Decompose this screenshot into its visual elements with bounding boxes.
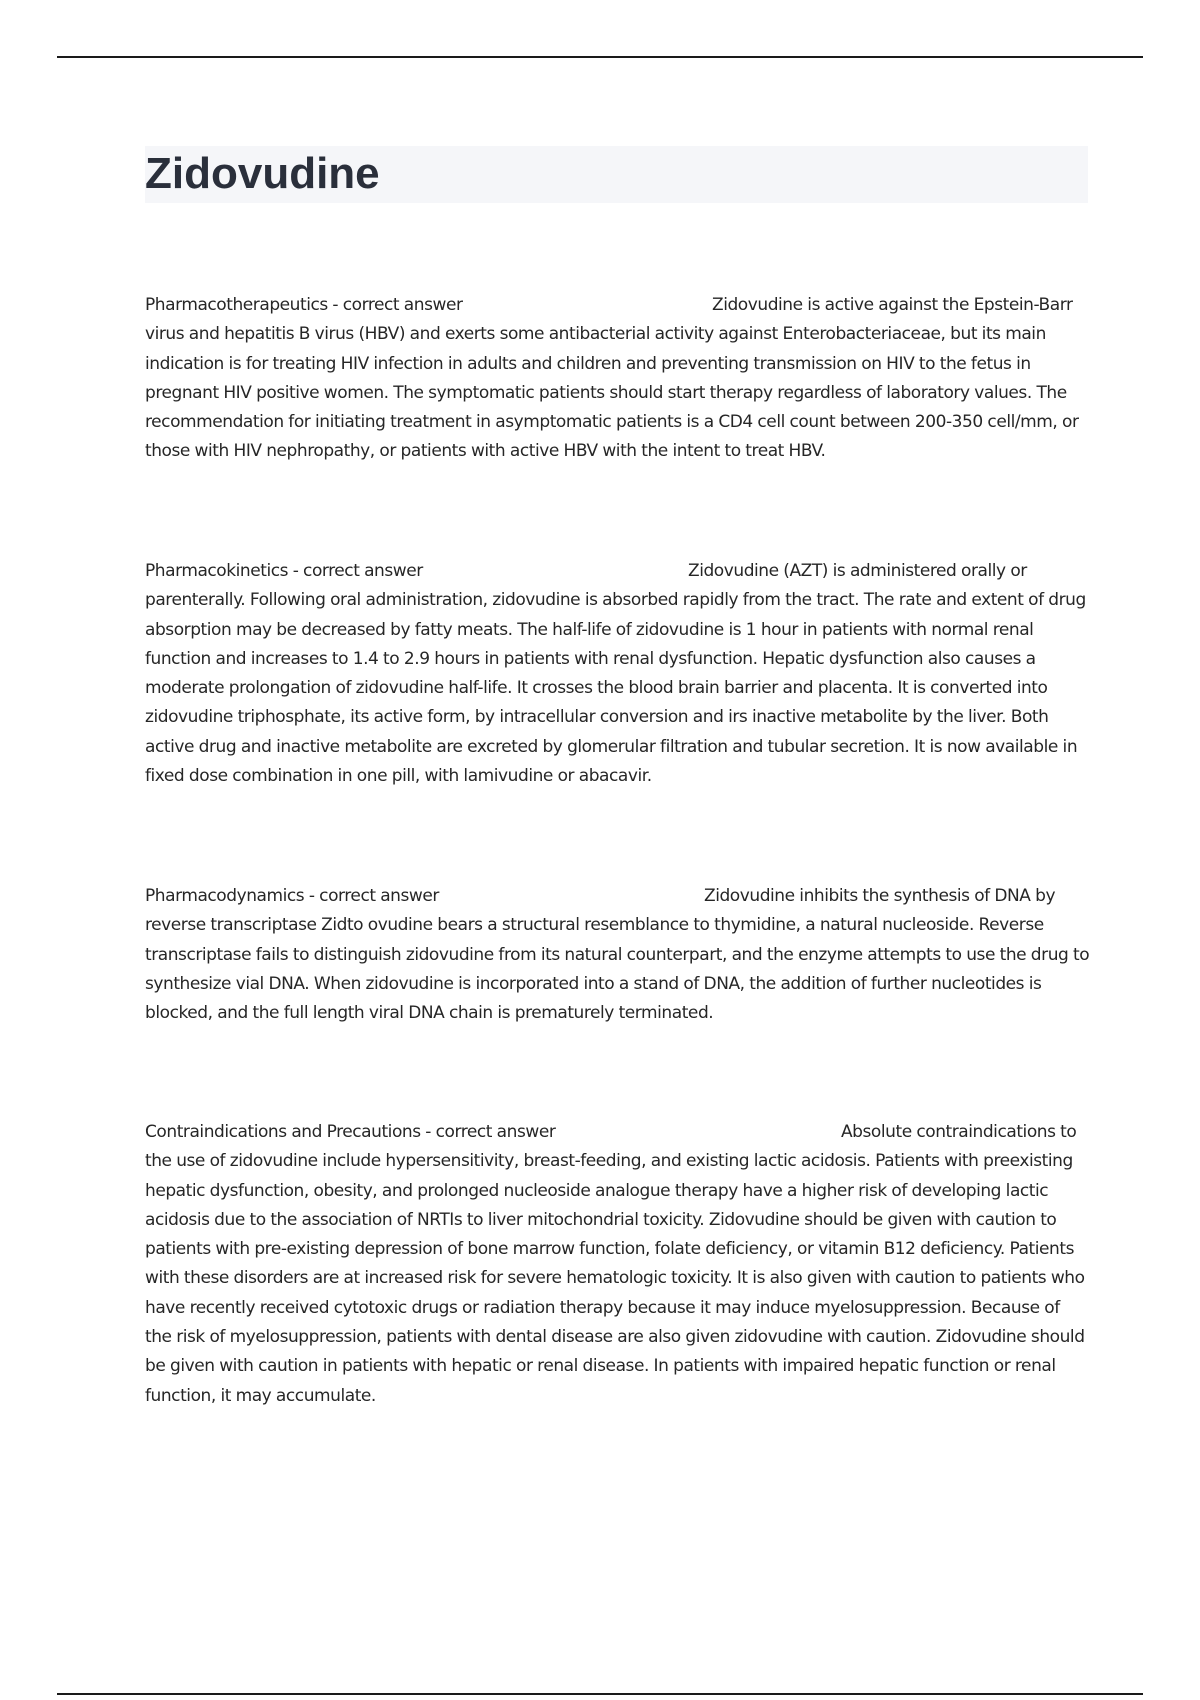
top-rule [57, 56, 1143, 58]
flashcard-contraindications [145, 1118, 1090, 1411]
answer-text: Absolute contraindications to the use of zidovudine include hypersensitivity, breast-feeding, and existing lactic acidosis. Patients with preexisting hepatic dysfunction, obesity, and prolonged nucleoside analogue therapy have a higher risk of developing lactic acidosis due to the association of NRTIs to liver mitochondrial toxicity. Zidovudine should be given with caution to patients with pre-existing depression of bone marrow function, folate deficiency, or vitamin B12 deficiency. Patients with these disorders are at increased risk for severe hematologic toxicity. It is also given with caution to patients who have recently received cytotoxic drugs or radiation therapy because it may induce myelosuppression. Because of the risk of myelosuppression, patients with dental disease are also given zidovudine with caution. Zidovudine should be given with caution in patients with hepatic or renal disease. In patients with impaired hepatic function or renal function, it may accumulate. [145, 1122, 1085, 1406]
document-title: Zidovudine [145, 149, 380, 198]
bottom-rule [57, 1693, 1143, 1695]
flashcard-pharmacodynamics [145, 882, 1090, 1028]
question-label: Pharmacodynamics - correct answer [145, 886, 439, 906]
answer-text: Zidovudine inhibits the synthesis of DNA by reverse transcriptase Zidto ovudine bears a structural resemblance to thymidine, a natural nucleoside. Reverse transcriptase fails to distinguish zidovudine from its natural counterpart, and the enzyme attempts to use the drug to synthesize vial DNA. When zidovudine is incorporated into a stand of DNA, the addition of further nucleotides is blocked, and the full length viral DNA chain is prematurely terminated. [145, 886, 1090, 1024]
question-label: Contraindications and Precautions - correct answer [145, 1122, 556, 1142]
answer-text: Zidovudine is active against the Epstein-Barr virus and hepatitis B virus (HBV) and exerts some antibacterial activity against Enterobacteriaceae, but its main indication is for treating HIV infection in adults and children and preventing transmission on HIV to the fetus in pregnant HIV positive women. The symptomatic patients should start therapy regardless of laboratory values. The recommendation for initiating treatment in asymptomatic patients is a CD4 cell count between 200-350 cell/mm, or those with HIV nephropathy, or patients with active HBV with the intent to treat HBV. [145, 295, 1079, 462]
question-label: Pharmacotherapeutics - correct answer [145, 295, 463, 315]
flashcard-pharmacotherapeutics [145, 291, 1090, 467]
flashcard-pharmacokinetics [145, 557, 1090, 791]
question-label: Pharmacokinetics - correct answer [145, 561, 423, 581]
answer-text: Zidovudine (AZT) is administered orally or parenterally. Following oral administration, zidovudine is absorbed rapidly from the tract. The rate and extent of drug absorption may be decreased by fatty meats. The half-life of zidovudine is 1 hour in patients with normal renal function and increases to 1.4 to 2.9 hours in patients with renal dysfunction. Hepatic dysfunction also causes a moderate prolongation of zidovudine half-life. It crosses the blood brain barrier and placenta. It is converted into zidovudine triphosphate, its active form, by intracellular conversion and irs inactive metabolite by the liver. Both active drug and inactive metabolite are excreted by glomerular filtration and tubular secretion. It is now available in fixed dose combination in one pill, with lamivudine or abacavir. [145, 561, 1086, 787]
